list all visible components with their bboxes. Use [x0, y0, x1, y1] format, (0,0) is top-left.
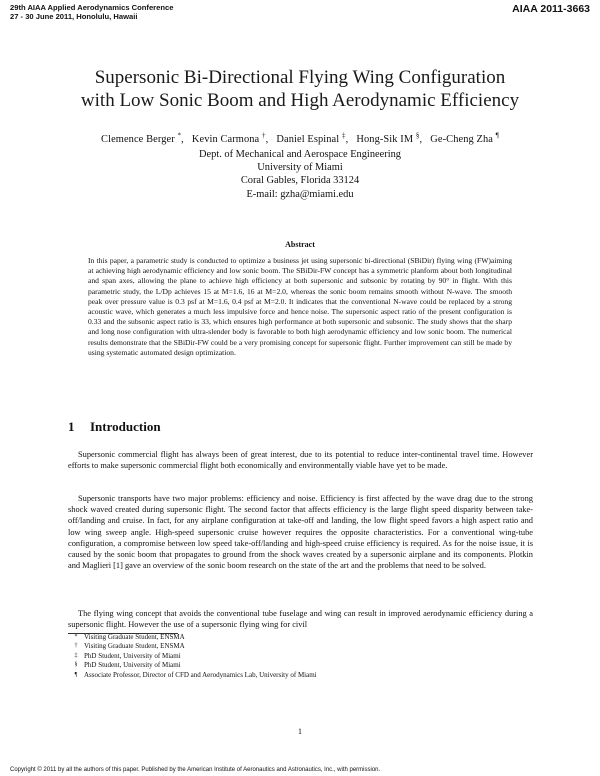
footnotes	[68, 633, 317, 680]
footnote-mark: ‡	[74, 652, 78, 659]
section-heading	[68, 419, 161, 435]
footnote-text: Associate Professor, Director of CFD and Aerodynamics Lab, University of Miami	[84, 670, 317, 679]
author-name: Daniel Espinal	[276, 134, 340, 145]
footnote-mark: †	[74, 643, 78, 650]
affiliation-address: Coral Gables, Florida 33124	[240, 175, 360, 187]
footnote	[68, 671, 317, 680]
author-name: Kevin Carmona	[191, 134, 260, 145]
footnote-text: Visiting Graduate Student, ENSMA	[84, 633, 185, 641]
paper-title	[0, 66, 600, 112]
footnote-mark: *	[74, 634, 78, 640]
author-footnote-mark: *	[177, 131, 182, 140]
affiliation-email: E-mail: gzha@miami.edu	[246, 188, 354, 200]
author-name: Hong-Sik IM	[356, 134, 414, 145]
author-footnote-mark: ¶	[495, 131, 499, 140]
footnote-mark: §	[74, 662, 78, 669]
footnote	[68, 661, 317, 670]
author-footnote-mark: †	[261, 131, 266, 140]
author-footnote-mark: ‡	[341, 131, 346, 140]
page-number: 1	[297, 727, 303, 736]
footnote	[68, 642, 317, 651]
body-paragraph: Supersonic commercial flight has always been of great interest, due to its potential to reduce inter-continental travel time. However efforts to make supersonic commercial flight both economically and environmentally viable have yet to be made.	[68, 450, 533, 471]
affiliation	[0, 148, 600, 201]
affiliation-department: Dept. of Mechanical and Aerospace Engineering	[199, 149, 401, 160]
section-number: 1	[68, 419, 75, 434]
affiliation-university: University of Miami	[257, 162, 343, 174]
title-line-1: Supersonic Bi-Directional Flying Wing Configuration	[94, 67, 506, 88]
title-line-2: with Low Sonic Boom and High Aerodynamic Efficiency	[80, 90, 520, 111]
section-title: Introduction	[90, 419, 161, 434]
footnote-text: PhD Student, University of Miami	[84, 651, 181, 660]
author-list: Clemence Berger *, Kevin Carmona †, Daniel Espinal ‡, Hong-Sik IM §, Ge-Cheng Zha ¶	[101, 131, 499, 145]
conference-name: 29th AIAA Applied Aerodynamics Conference	[10, 3, 174, 12]
conference-date-location: 27 - 30 June 2011, Honolulu, Hawaii	[10, 12, 138, 21]
author-name: Ge-Cheng Zha	[430, 134, 493, 145]
footnote-text: PhD Student, University of Miami	[84, 661, 181, 670]
body-paragraph: Supersonic transports have two major problems: efficiency and noise. Efficiency is first affected by the wave drag due to the strong shock waved created during supersonic flight. The second factor that affects efficiency is the large flight speed disparity between take-off/landing and cruise. In fact, for any airplane configuration at take-off and landing, the low flight speed favors a high aspect ratio and low wing sweep angle. High-speed supersonic cruise however requires the opposite characteristics. For a conventional wing-tube configuration, a compromise between low speed take-off/landing and high-speed cruise efficiency is required. As for the noise issue, it is caused by the sonic boom that propagates to ground from the shock waves created by a supersonic airplane and its components. Plotkin and Maglieri [1] gave an overview of the sonic boom research on the state of the art and the problems that need to be solved.	[68, 494, 533, 571]
abstract-text: In this paper, a parametric study is conducted to optimize a business jet using supersonic bi-directional (SBiDir) flying wing (FW)aiming at achieving high aerodynamic efficiency and low sonic boom. The SBiDir-FW concept has a symmetric planform about both longitudinal and span axes, allowing the plane to achieve high efficiency at both supersonic and subsonic by rotating by 90° in flight. With this parametric study, the L/Dp achieves 15 at M=1.6, 16 at M=2.0, whereas the sonic boom remains smooth without N-wave. The smooth peak over pressure value is 0.3 psf at M=1.6, 0.4 psf at M=2.0. It indicates that the conventional N-wave could be replaced by a strong acoustic wave, which generates a much less impulsive force and hence noise. The supersonic aspect ratio of the present configuration is 0.33 and the subsonic aspect ratio is 33, which ensures high performance at both supersonic and subsonic. The study shows that the sharp and long nose configuration with ultra-slender body is favorable to both high aerodynamic efficiency and low sonic boom. The numerical results demonstrate that the SBiDir-FW could be a very promising concept for supersonic flight. Further improvement can still be made by using systematic automated design optimization.	[88, 256, 512, 357]
footnote	[68, 633, 317, 642]
abstract-heading: Abstract	[285, 240, 315, 249]
footnote-mark: ¶	[74, 671, 78, 678]
author-footnote-mark: §	[415, 131, 420, 140]
footnote	[68, 652, 317, 661]
footnote-text: Visiting Graduate Student, ENSMA	[84, 642, 185, 651]
copyright-notice: Copyright © 2011 by all the authors of this paper. Published by the American Institute of Aeronautics and Astronautics, Inc., with permission.	[10, 767, 381, 773]
body-paragraph: The flying wing concept that avoids the conventional tube fuselage and wing can result in improved aerodynamic efficiency during a supersonic flight. However the use of a supersonic flying wing for civil	[68, 609, 533, 630]
author-name: Clemence Berger	[101, 134, 175, 145]
paper-id: AIAA 2011-3663	[512, 3, 590, 15]
